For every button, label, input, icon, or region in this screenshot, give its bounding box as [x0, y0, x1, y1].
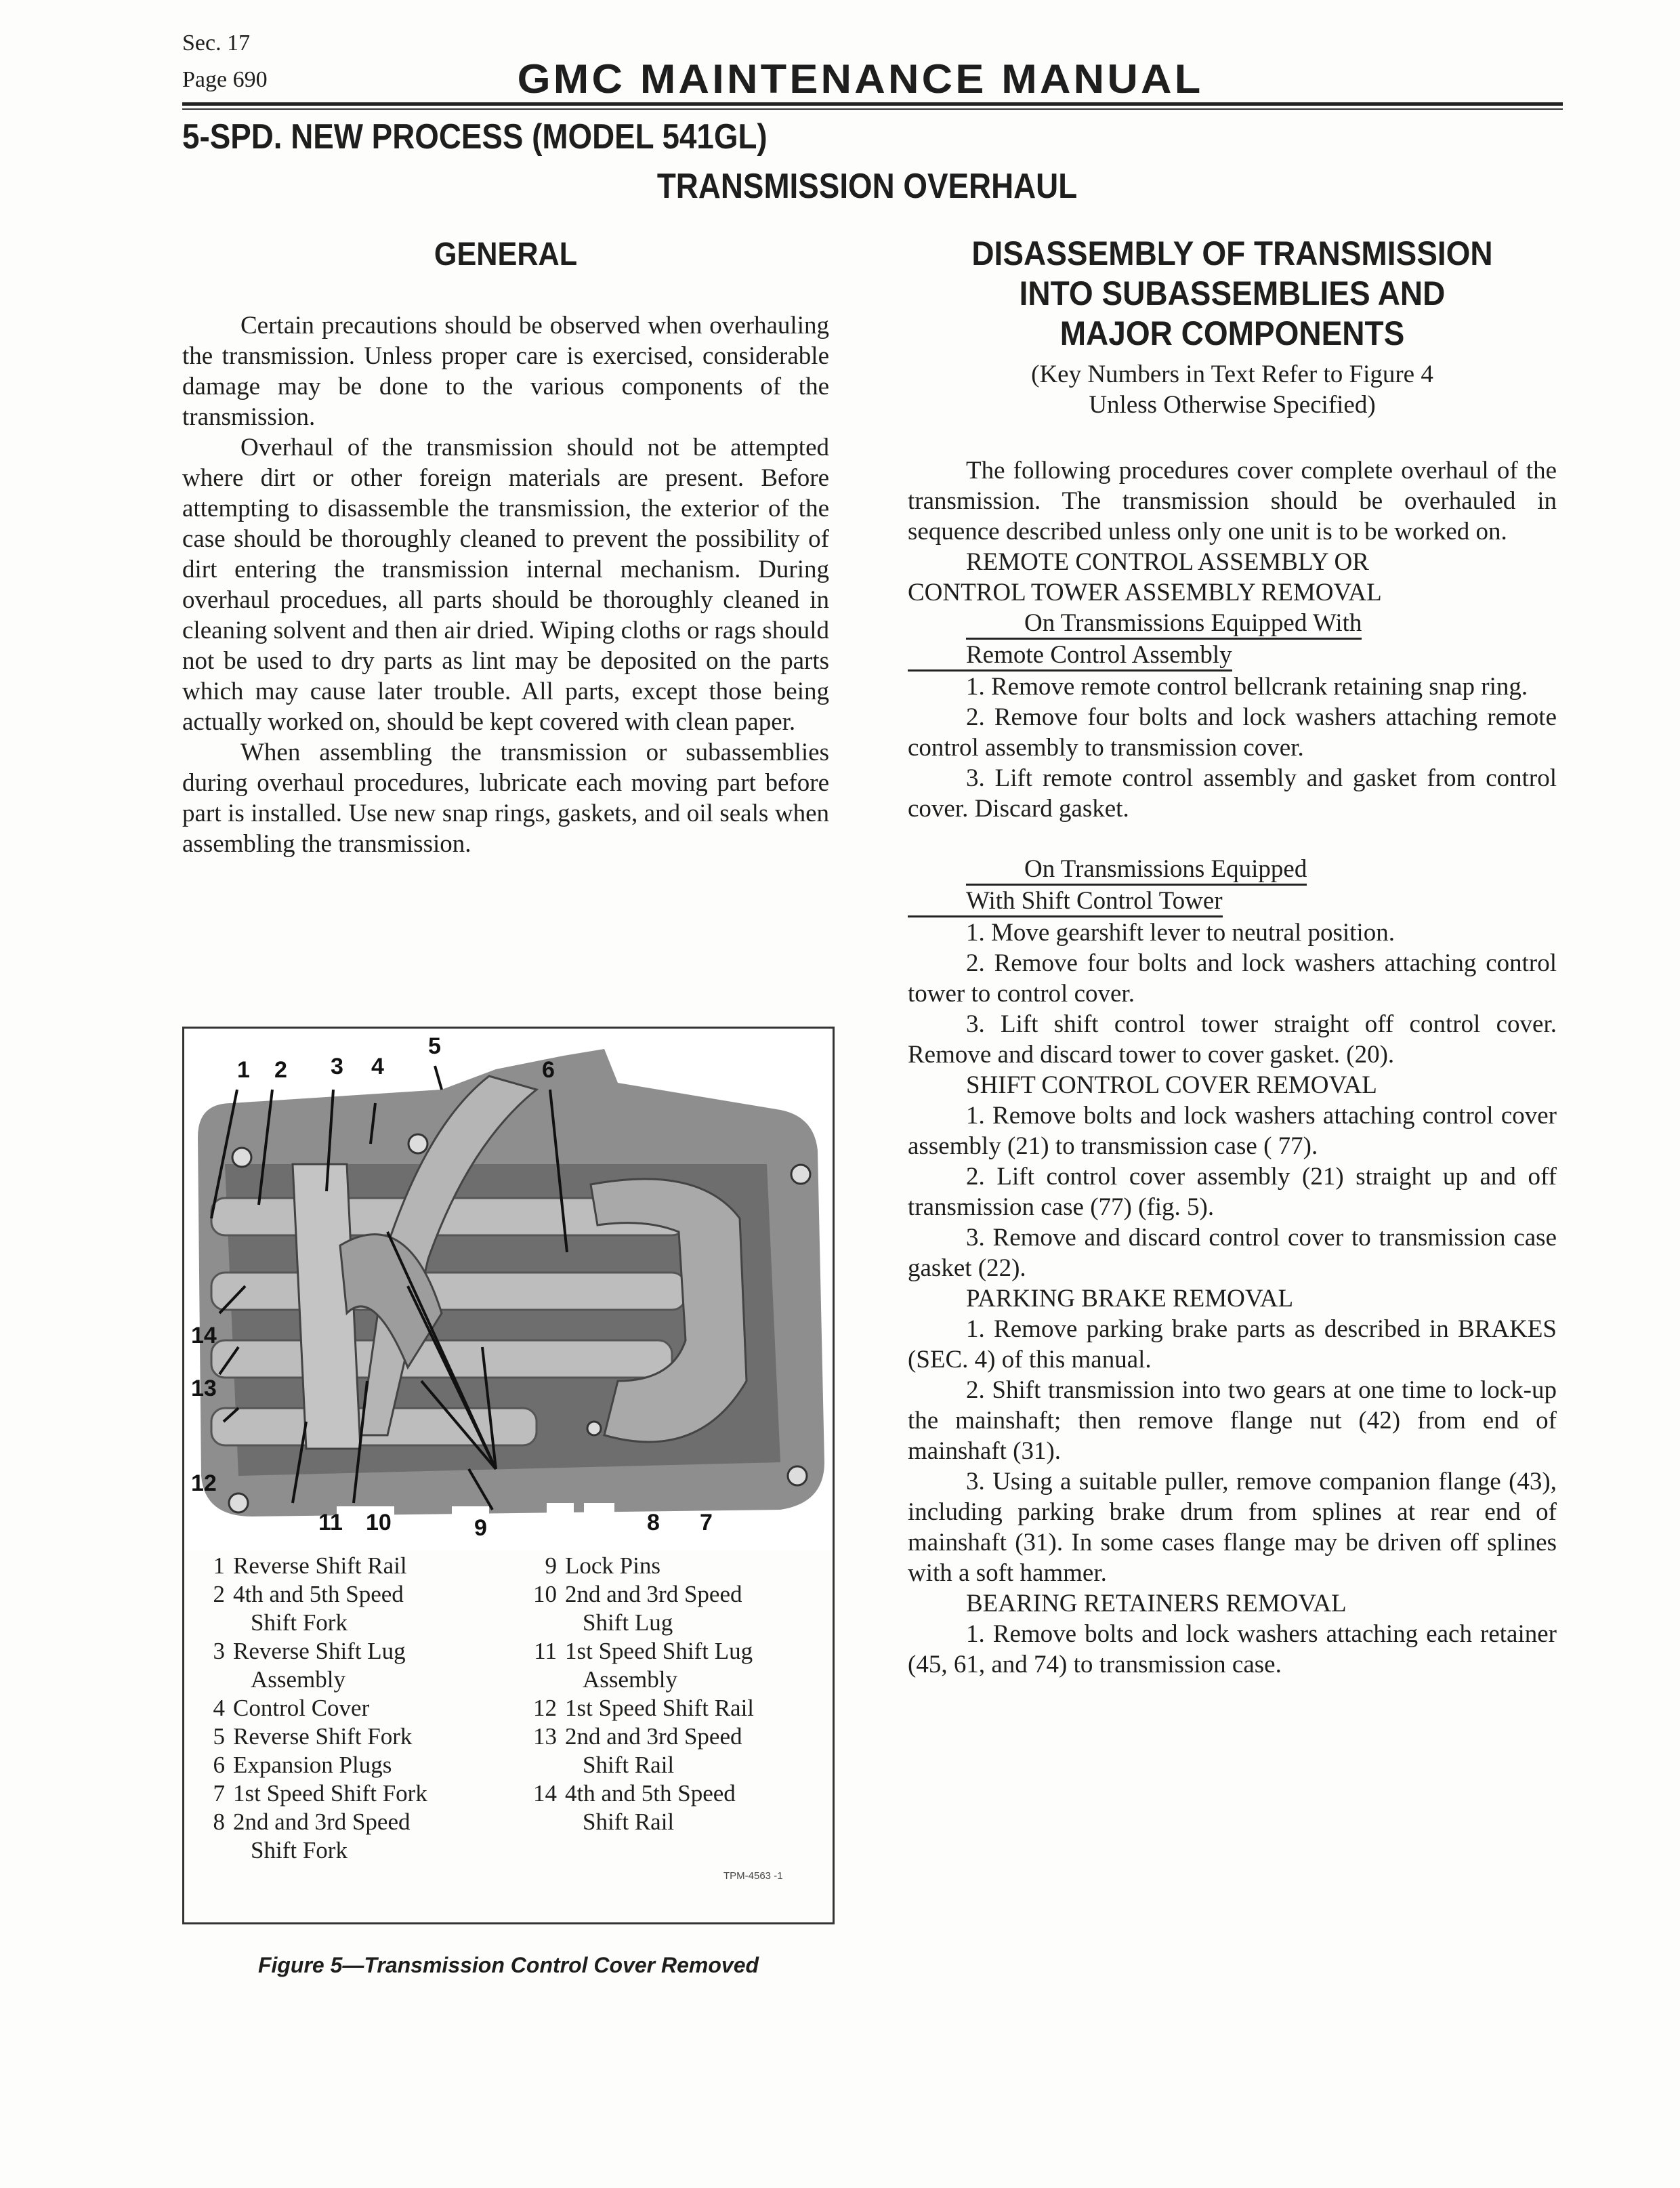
legend-item: 12 1st Speed Shift Rail [533, 1695, 755, 1721]
legend-item: 5 Reverse Shift Fork [213, 1723, 413, 1750]
figure-caption: Figure 5—Transmission Control Cover Removed [257, 1953, 759, 1977]
note-line: (Key Numbers in Text Refer to Figure 4 [1031, 360, 1433, 388]
heading-line: DISASSEMBLY OF TRANSMISSION [971, 234, 1493, 272]
disassembly-text [908, 455, 1557, 1680]
remote-heading: REMOTE CONTROL ASSEMBLY OR CONTROL TOWER ASSEMBLY REMOVAL [908, 548, 1382, 606]
step: 1. Remove bolts and lock washers attaching control cover assembly (21) to transmission case ( 77). [908, 1102, 1557, 1160]
step: 3. Lift remote control assembly and gasket from control cover. Discard gasket. [908, 764, 1557, 823]
callout-6: 6 [542, 1057, 555, 1083]
disassembly-heading [933, 234, 1530, 354]
general-heading: GENERAL [434, 236, 578, 272]
section-title: TRANSMISSION OVERHAUL [656, 167, 1078, 206]
section-number: Sec. 17 [182, 30, 251, 56]
general-text [182, 310, 829, 859]
legend-item: 4 Control Cover [213, 1695, 370, 1721]
legend-item-cont: Shift Fork [251, 1609, 348, 1636]
note-line: Unless Otherwise Specified) [1089, 391, 1376, 419]
step: 1. Remove remote control bellcrank retaining snap ring. [966, 673, 1528, 701]
legend-item-cont: Assembly [251, 1666, 345, 1693]
figure-legend-left [196, 1552, 427, 1865]
callout-9: 9 [474, 1515, 487, 1541]
step: 2. Remove four bolts and lock washers attaching control tower to control cover. [908, 949, 1557, 1008]
legend-item: 10 2nd and 3rd Speed [533, 1581, 742, 1607]
legend-item: 7 1st Speed Shift Fork [213, 1780, 427, 1807]
header-rule-thin [182, 108, 1563, 110]
figure-code: TPM-4563 -1 [723, 1870, 783, 1882]
legend-item: 2 4th and 5th Speed [213, 1581, 404, 1607]
legend-item: 6 Expansion Plugs [213, 1752, 392, 1778]
callout-5: 5 [428, 1033, 441, 1059]
heading-line: INTO SUBASSEMBLIES AND [1019, 274, 1446, 312]
callout-12: 12 [191, 1470, 217, 1496]
legend-item: 1 Reverse Shift Rail [213, 1552, 407, 1579]
legend-item-cont: Shift Rail [583, 1809, 675, 1835]
paragraph: When assembling the transmission or subassemblies during overhaul procedures, lubricate each moving part before part is installed. Use new snap rings, gaskets, and oil seals when assembling the transmission. [182, 739, 829, 858]
paragraph: Overhaul of the transmission should not be attempted where dirt or other foreign materials are present. Before attempting to disassemble the transmission, the exterior of the case should be thoroughly cleaned to prevent the possibility of dirt entering the transmission internal mechanism. During overhaul procedues, all parts should be thoroughly cleaned in cleaning solvent and then air dried. Wiping cloths or rags should not be used to dry parts as lint may be deposited on the parts which may cause later trouble. All parts, except those being actually worked on, should be kept covered with clean paper. [182, 434, 829, 736]
header-rule [182, 102, 1563, 106]
legend-item: 9 Lock Pins [545, 1552, 660, 1579]
figure-legend-right [528, 1552, 754, 1836]
step: 1. Remove parking brake parts as described in BRAKES (SEC. 4) of this manual. [908, 1315, 1557, 1374]
callout-10: 10 [366, 1510, 392, 1535]
legend-item: 14 4th and 5th Speed [533, 1780, 736, 1807]
callout-7: 7 [700, 1510, 713, 1535]
key-numbers-note [908, 359, 1557, 420]
transmission-cover-photo [184, 1029, 833, 1550]
legend-item: 11 1st Speed Shift Lug [534, 1638, 753, 1664]
heading-line: MAJOR COMPONENTS [1059, 314, 1405, 352]
remote-subheading: On Transmissions Equipped With Remote Control Assembly [908, 608, 1557, 672]
legend-item: 8 2nd and 3rd Speed [213, 1809, 411, 1835]
step: 3. Lift shift control tower straight off control cover. Remove and discard tower to cover gasket. (20). [908, 1010, 1557, 1069]
callout-1: 1 [237, 1057, 250, 1083]
callout-11: 11 [318, 1510, 343, 1535]
callout-4: 4 [371, 1054, 384, 1079]
step: 1. Remove bolts and lock washers attaching each retainer (45, 61, and 74) to transmission case. [908, 1620, 1557, 1678]
legend-item-cont: Shift Fork [251, 1837, 348, 1863]
legend-item-cont: Shift Rail [583, 1752, 675, 1778]
callout-13: 13 [191, 1376, 217, 1401]
step: 1. Move gearshift lever to neutral position. [966, 919, 1395, 947]
tower-subheading: On Transmissions Equipped With Shift Control Tower [908, 854, 1557, 917]
step: 3. Remove and discard control cover to transmission case gasket (22). [908, 1224, 1557, 1282]
bearing-heading: BEARING RETAINERS REMOVAL [966, 1590, 1347, 1617]
callout-8: 8 [647, 1510, 660, 1535]
step: 3. Using a suitable puller, remove companion flange (43), including parking brake drum from splines at rear end of mainshaft (31). In some cases flange may be driven off splines with a soft hammer. [908, 1468, 1557, 1587]
callout-3: 3 [331, 1054, 343, 1079]
legend-item: 13 2nd and 3rd Speed [533, 1723, 742, 1750]
step: 2. Shift transmission into two gears at one time to lock-up the mainshaft; then remove flange nut (42) from end of mainshaft (31). [908, 1376, 1557, 1465]
transmission-model-title: 5-SPD. NEW PROCESS (MODEL 541GL) [182, 117, 768, 157]
callout-14: 14 [191, 1323, 217, 1348]
callout-2: 2 [274, 1057, 287, 1083]
cover-heading: SHIFT CONTROL COVER REMOVAL [966, 1071, 1377, 1099]
paragraph: Certain precautions should be observed when overhauling the transmission. Unless proper care is exercised, considerable damage may be done to the various components of the transmission. [182, 312, 829, 431]
manual-title: GMC MAINTENANCE MANUAL [517, 56, 1204, 102]
step: 2. Lift control cover assembly (21) straight up and off transmission case (77) (fig. 5). [908, 1163, 1557, 1221]
page-number: Page 690 [182, 67, 268, 92]
intro-paragraph: The following procedures cover complete overhaul of the transmission. The transmission should be overhauled in sequence described unless only one unit is to be worked on. [908, 457, 1557, 545]
legend-item-cont: Assembly [583, 1666, 677, 1693]
brake-heading: PARKING BRAKE REMOVAL [966, 1285, 1294, 1313]
legend-item-cont: Shift Lug [583, 1609, 673, 1636]
legend-item: 3 Reverse Shift Lug [213, 1638, 406, 1664]
step: 2. Remove four bolts and lock washers attaching remote control assembly to transmission cover. [908, 703, 1557, 762]
